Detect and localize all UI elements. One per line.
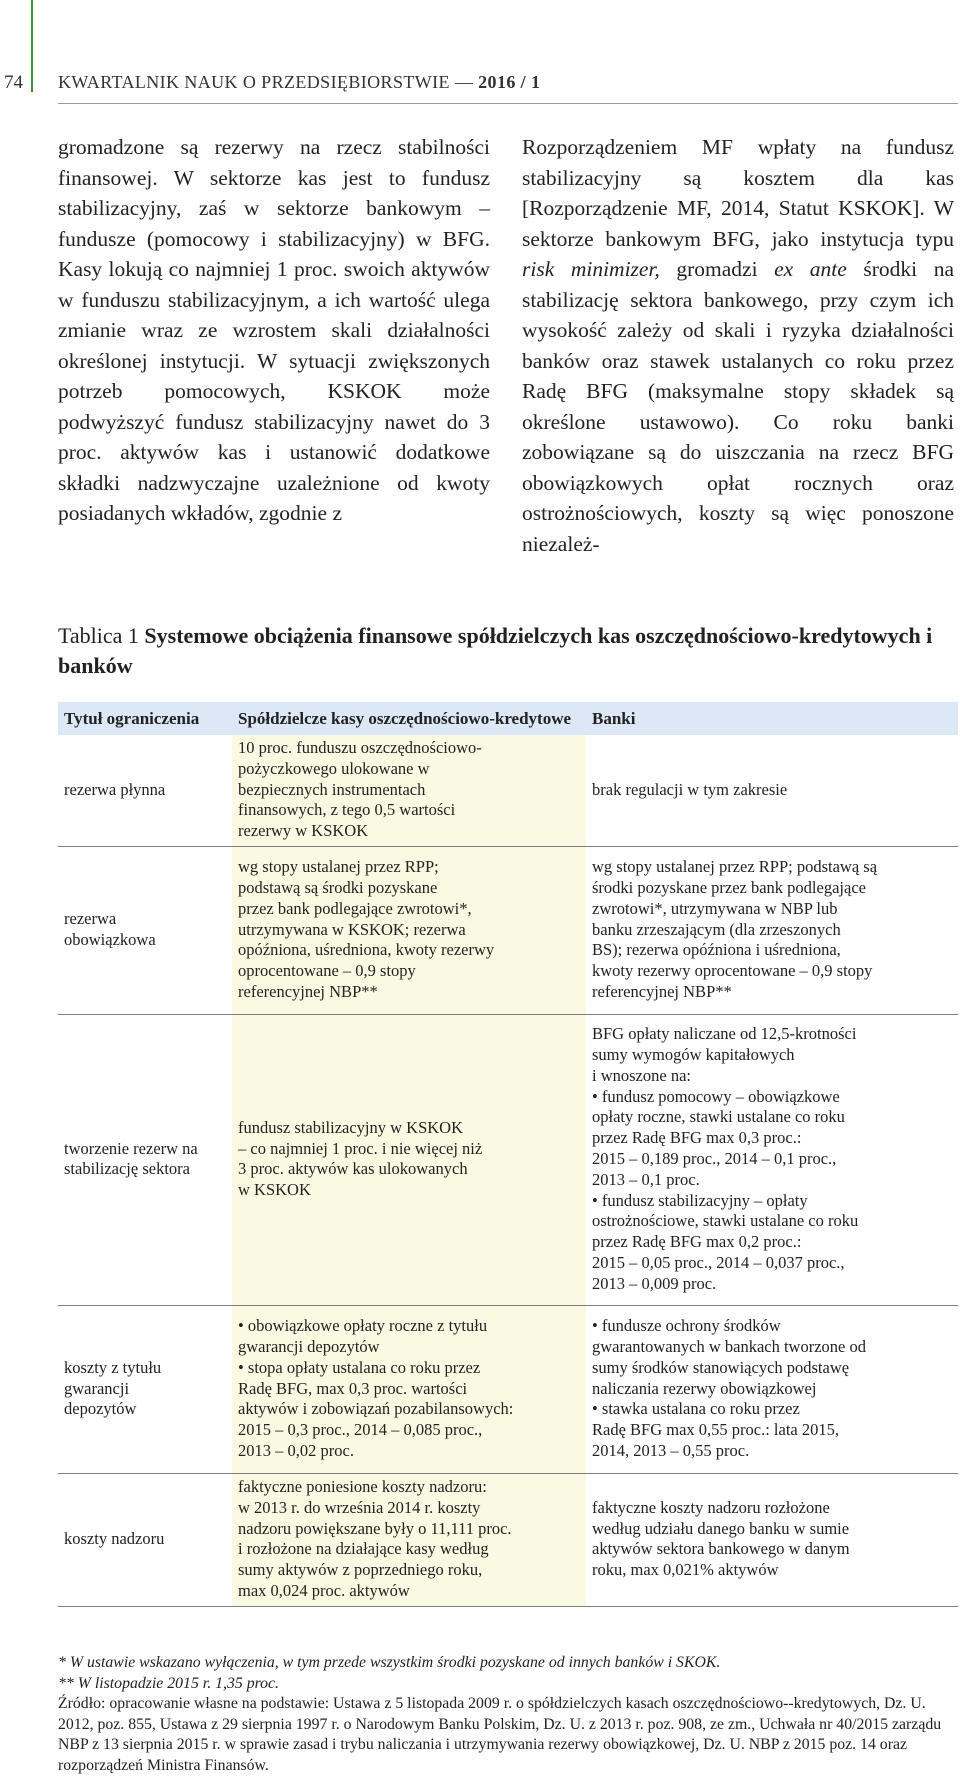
row-banks-cell: BFG opłaty naliczane od 12,5-krotności sumy wymogów kapitałowych i wnoszone na: • fundusz pomocowy – obowiązkowe opłaty roczne, stawki ustalane co roku przez Radę BFG max 0,3 proc.: 2015 – 0,189 proc., 2014 – 0,1 proc., 2013 – 0,1 proc. • fundusz stabilizacyjny – opłaty ostrożnościowe, stawki ustalane co roku przez Radę BFG max 0,2 proc.: 2015 – 0,05 proc., 2014 – 0,037 proc., 2013 – 0,009 proc.: [586, 1014, 958, 1305]
row-title: koszty z tytułu gwarancji depozytów: [58, 1305, 232, 1473]
row-skok-cell: faktyczne poniesione koszty nadzoru: w 2013 r. do września 2014 r. koszty nadzoru powiększane były o 11,111 proc. i rozłożone na działające kasy według sumy aktywów z poprzedniego roku, max 0,024 proc. aktywów: [232, 1473, 586, 1606]
row-skok-cell: fundusz stabilizacyjny w KSKOK – co najmniej 1 proc. i nie więcej niż 3 proc. aktywów kas ulokowanych w KSKOK: [232, 1014, 586, 1305]
row-banks-cell: • fundusze ochrony środków gwarantowanych w bankach tworzone od sumy środków stanowiących podstawę naliczania rezerwy obowiązkowej • stawka ustalana co roku przez Radę BFG max 0,55 proc.: lata 2015, 2014, 2013 – 0,55 proc.: [586, 1305, 958, 1473]
row-banks-cell: brak regulacji w tym zakresie: [586, 735, 958, 846]
left-paragraph: gromadzone są rezerwy na rzecz stabilności finansowej. W sektorze kas jest to fundusz stabilizacyjny, zaś w sektorze bankowym – fundusze (pomocowy i stabilizacyjny) w BFG. Kasy lokują co najmniej 1 proc. swoich aktywów w funduszu stabilizacyjnym, a ich wartość ulega zmianie wraz ze wzrostem skali działalności określonej instytucji. W sytuacji zwiększonych potrzeb pomocowych, KSKOK może podwyższyć fundusz stabilizacyjny nawet do 3 proc. aktywów kas i ustanowić dodatkowe składki nadzwyczajne uzależnione od kwoty posiadanych wkładów, zgodnie z: [58, 135, 490, 525]
row-skok-cell: wg stopy ustalanej przez RPP; podstawą są środki pozyskane przez bank podlegające zwrotowi*, utrzymywana w KSKOK; rezerwa opóźniona, uśredniona, kwoty rezerwy oprocentowane – 0,9 stopy referencyjnej NBP**: [232, 846, 586, 1014]
left-text-column: [58, 132, 490, 529]
right-text-part: gromadzi: [659, 257, 775, 281]
table-row: [58, 1305, 958, 1473]
right-text-italic: ex ante: [774, 257, 847, 281]
header-skok: Spółdzielcze kasy oszczędnościowo-kredytowe: [232, 702, 586, 735]
right-paragraph: [522, 132, 954, 559]
row-title: rezerwa płynna: [58, 735, 232, 846]
issue-number: 2016 / 1: [478, 72, 541, 92]
margin-accent-rule: [31, 0, 33, 92]
row-title: tworzenie rezerw na stabilizację sektora: [58, 1014, 232, 1305]
header-banks: Banki: [586, 702, 958, 735]
page-number: 74: [4, 72, 23, 93]
row-banks-cell: wg stopy ustalanej przez RPP; podstawą są środki pozyskane przez bank podlegające zwrotowi*, utrzymywana w NBP lub banku zrzeszającym (dla zrzeszonych BS); rezerwa opóźniona i uśredniona, kwoty rezerwy oprocentowane – 0,9 stopy referencyjnej NBP**: [586, 846, 958, 1014]
table-caption: [58, 621, 948, 681]
running-header: [58, 72, 540, 93]
footnote-1: * W ustawie wskazano wyłączenia, w tym przede wszystkim środki pozyskane od innych banków i SKOK.: [58, 1654, 721, 1671]
table-label: Tablica 1: [58, 623, 145, 648]
table-row: [58, 846, 958, 1014]
journal-title: KWARTALNIK NAUK O PRZEDSIĘBIORSTWIE —: [58, 72, 479, 92]
row-skok-cell: 10 proc. funduszu oszczędnościowo- pożyczkowego ulokowane w bezpiecznych instrumentach finansowych, z tego 0,5 wartości rezerwy w KSKOK: [232, 735, 586, 846]
right-text-part: Rozporządzeniem MF wpłaty na fundusz stabilizacyjny są kosztem dla kas [Rozporządzenie MF, 2014, Statut KSKOK]. W sektorze bankowym BFG, jako instytucja typu: [522, 135, 954, 251]
system-burdens-table: [58, 702, 958, 1607]
right-text-column: [522, 132, 954, 559]
row-banks-cell: faktyczne koszty nadzoru rozłożone według udziału danego banku w sumie aktywów sektora bankowego w danym roku, max 0,021% aktywów: [586, 1473, 958, 1606]
header-divider: [58, 103, 958, 104]
footnote-2: ** W listopadzie 2015 r. 1,35 proc.: [58, 1674, 280, 1692]
row-title: koszty nadzoru: [58, 1473, 232, 1606]
row-skok-cell: • obowiązkowe opłaty roczne z tytułu gwarancji depozytów • stopa opłaty ustalana co roku przez Radę BFG, max 0,3 proc. wartości aktywów i zobowiązań pozabilansowych: 2015 – 0,3 proc., 2014 – 0,085 proc., 2013 – 0,02 proc.: [232, 1305, 586, 1473]
table-notes: [58, 1653, 953, 1776]
table-row: [58, 1473, 958, 1606]
right-text-italic: risk minimizer,: [522, 257, 660, 281]
row-title: rezerwa obowiązkowa: [58, 846, 232, 1014]
table-header-row: [58, 702, 958, 735]
table-title: Systemowe obciążenia finansowe spółdzielczych kas oszczędnościowo-kredytowych i banków: [58, 623, 933, 678]
table-row: [58, 735, 958, 846]
source-note: Źródło: opracowanie własne na podstawie: Ustawa z 5 listopada 2009 r. o spółdzielczych kasach oszczędnościowo--kredytowych, Dz. U. 2012, poz. 855, Ustawa z 29 sierpnia 1997 r. o Narodowym Banku Polskim, Dz. U. z 2013 r. poz. 908, ze zm., Uchwała nr 40/2015 zarządu NBP z 13 sierpnia 2015 r. w sprawie zasad i trybu naliczania i utrzymywania rezerwy obowiązkowej, Dz. U. NBP z 2015 poz. 14 oraz rozporządzeń Ministra Finansów.: [58, 1695, 942, 1774]
header-title: Tytuł ograniczenia: [58, 702, 232, 735]
table-row: [58, 1014, 958, 1305]
right-text-part: środki na stabilizację sektora bankowego, przy czym ich wysokość zależy od skali i ryzyka działalności banków oraz stawek ustalanych co roku przez Radę BFG (maksymalne stopy składek są określone ustawowo). Co roku banki zobowiązane są do uiszczania na rzecz BFG obowiązkowych opłat rocznych oraz ostrożnościowych, koszty są więc ponoszone niezależ-: [522, 257, 954, 556]
